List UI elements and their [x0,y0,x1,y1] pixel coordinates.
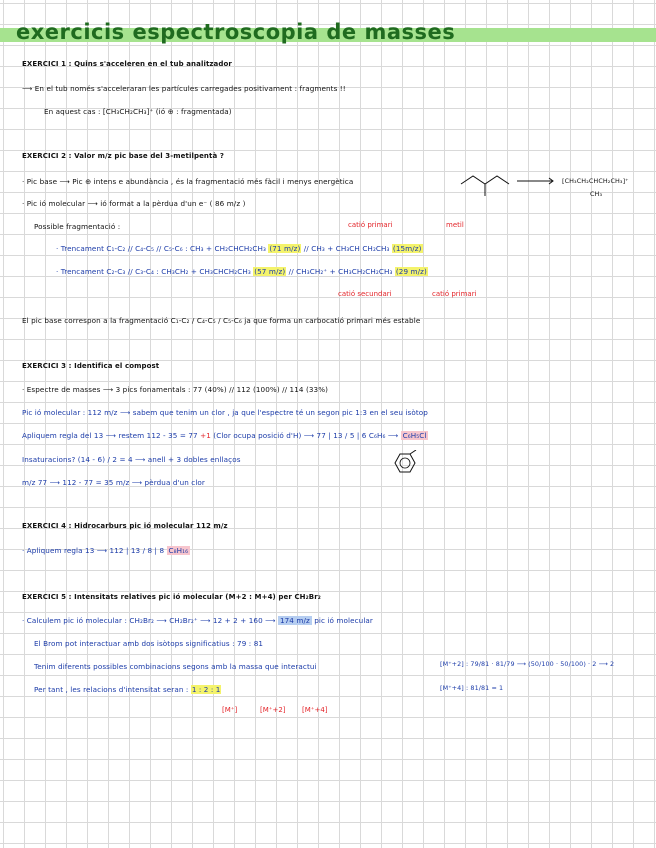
ex1-line1: ⟶ En el tub només s'acceleraran les partícules carregades positivament : fragments !! [22,84,346,93]
ex5-line3: Tenim diferents possibles combinacions segons amb la massa que interactui [34,662,317,671]
ex4-heading: EXERCICI 4 : Hidrocarburs pic ió molecular 112 m/z [22,522,228,530]
label-m4: [M⁺+4] [302,706,328,714]
ex3-heading: EXERCICI 3 : Identifica el compost [22,362,160,370]
ex5-line4: Per tant , les relacions d'intensitat seran : 1 : 2 : 1 [34,685,221,694]
ex2-line4: · Trencament C₁-C₂ // C₄-C₅ // C₅-C₆ : CH₃ + CH₂CHCH₂CH₃ (71 m/z) // CH₃ + CH₃CH CH₂CH₃ (15m/z) [56,244,422,253]
note-secondary-cation: catió secundari [338,290,392,298]
ex1-heading: EXERCICI 1 : Quins s'acceleren en el tub analitzador [22,60,232,68]
ex2-line6: El pic base correspon a la fragmentació C₁-C₂ / C₄-C₅ / C₅-C₆ ja que forma un carbocatió primari més estable [22,316,421,325]
chlorobenzene-ring-drawing [388,450,428,484]
ex4-line1: · Apliquem regla 13 ⟶ 112 | 13 / 8 | 8 C₈H₁₆ [22,546,189,555]
ex3-line3: Apliquem regla del 13 ⟶ restem 112 - 35 = 77 +1 (Clor ocupa posició d'H) ⟶ 77 | 13 / 5 | 6 C₆H₆ ⟶ C₆H₅Cl [22,431,427,440]
ex2-line5: · Trencament C₂-C₃ // C₃-C₄ : CH₃CH₂ + CH₃CHCH₂CH₃ (57 m/z) // CH₃CH₂⁺ + CH₃CH₂CH₂CH₃ (29 m/z) [56,267,427,276]
ex5-line2: El Brom pot interactuar amb dos isòtops significatius : 79 : 81 [34,639,264,648]
ex5-heading: EXERCICI 5 : Intensitats relatives pic ió molecular (M+2 : M+4) per CH₂Br₂ [22,593,321,601]
ex5-line1: · Calculem pic ió molecular : CH₂Br₂ ⟶ CH₂Br₂⁺ ⟶ 12 + 2 + 160 ⟶ 174 m/z pic ió molecular [22,616,373,625]
label-m2: [M⁺+2] [260,706,286,714]
ex5-ratio-m4: [M⁺+4] : 81/81 = 1 [440,684,504,692]
ex5-ratio-m2: [M⁺+2] : 79/81 · 81/79 ⟶ (50/100 · 50/100) · 2 ⟶ 2 [440,660,615,668]
ex3-line1: · Espectre de masses ⟶ 3 pics fonamentals : 77 (40%) // 112 (100%) // 114 (33%) [22,385,329,394]
label-m: [M⁺] [222,706,238,714]
ex2-line3: Possible fragmentació : [34,222,121,231]
note-methyl: metil [446,221,464,229]
ex1-line2: En aquest cas : [CH₃CH₂CH₃]⁺ (ió ⊕ : fragmentada) [44,107,232,116]
note-primary-cation-2: catió primari [432,290,477,298]
ex3-line2: Pic ió molecular : 112 m/z ⟶ sabem que tenim un clor , ja que l'espectre té un segon pic 1:3 en el seu isòtop [22,408,428,417]
note-primary-cation: catió primari [348,221,393,229]
ex2-line1: · Pic base ⟶ Pic ⊕ intens e abundància , és la fragmentació més fàcil i menys energètica [22,177,354,186]
ex2-heading: EXERCICI 2 : Valor m/z pic base del 3-metilpentà ? [22,152,224,160]
ex2-formula-sub: CH₃ [590,190,603,198]
pentane-skeleton-drawing [455,170,635,206]
ex3-line5: m/z 77 ⟶ 112 - 77 = 35 m/z ⟶ pèrdua d'un clor [22,478,205,487]
ex2-line2: · Pic ió molecular ⟶ ió format a la pèrdua d'un e⁻ ( 86 m/z ) [22,199,246,208]
ex2-formula: [CH₃CH₂CHCH₂CH₃]⁺ [562,177,629,185]
ex3-line4: Insaturacions? (14 - 6) / 2 = 4 ⟶ anell + 3 dobles enllaços [22,455,241,464]
page-title: exercicis espectroscopia de masses [16,20,456,44]
